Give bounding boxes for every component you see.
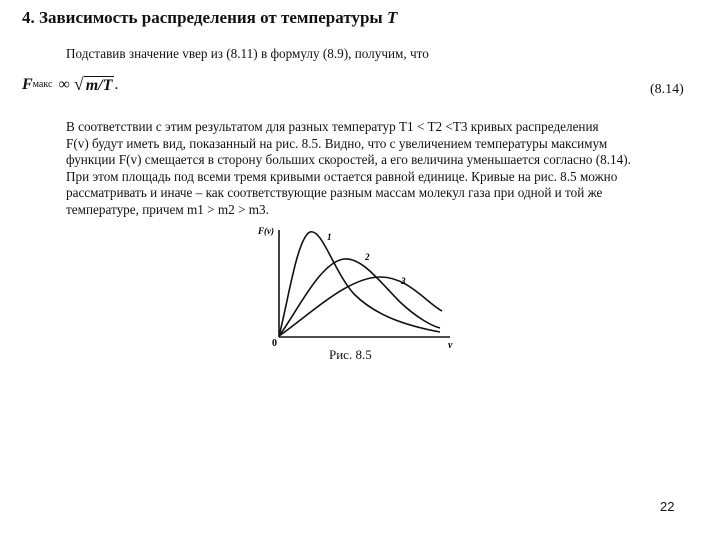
paragraph-line: функции F(v) смещается в сторону больших скоростей, а его величина уменьшается согласно (8.14).: [66, 152, 631, 167]
formula: [22, 74, 118, 95]
distribution-figure: [252, 222, 472, 362]
formula-radicand: m/T: [85, 77, 113, 94]
curve-3-label: 3: [401, 276, 406, 286]
intro-text: Подставив значение vвер из (8.11) в формулу (8.9), получим, что: [66, 46, 429, 61]
formula-end: .: [114, 75, 119, 93]
sqrt-sign: √: [73, 74, 84, 94]
x-axis-label: v: [448, 340, 453, 351]
formula-relation: ∞: [58, 75, 70, 93]
curve-1-label: 1: [327, 232, 332, 242]
formula-subscript: макс: [32, 79, 53, 90]
paragraph-line: При этом площадь под всеми тремя кривыми остается равной единице. Кривые на рис. 8.5 можно: [66, 168, 618, 184]
heading-variable: T: [386, 8, 398, 27]
sqrt-expression: [74, 74, 115, 95]
formula-lhs: F: [22, 75, 33, 93]
paragraph-line: рассматривать и иначе – как соответствующие разным массам молекул газа при одной и той же: [66, 185, 603, 200]
y-axis-label: F(v): [258, 226, 274, 236]
curve-2-label: 2: [365, 252, 370, 262]
curve-1: [279, 232, 440, 336]
page-number: 22: [660, 499, 675, 514]
curve-2: [279, 259, 440, 336]
figure-caption: Рис. 8.5: [329, 347, 372, 362]
paragraph-line: F(v) будут иметь вид, показанный на рис. 8.5. Видно, что с увеличением температуры максимум: [66, 135, 608, 151]
heading-text: 4. Зависимость распределения от температуры: [22, 8, 383, 27]
section-heading: [22, 8, 397, 28]
origin-label: 0: [272, 338, 277, 349]
main-paragraph: [22, 119, 688, 218]
equation-number: (8.14): [650, 82, 684, 97]
paragraph-line: В соответствии с этим результатом для разных температур T1 < T2 <T3 кривых распределения: [66, 119, 599, 134]
paragraph-line: температуре, причем m1 > m2 > m3.: [66, 201, 269, 217]
